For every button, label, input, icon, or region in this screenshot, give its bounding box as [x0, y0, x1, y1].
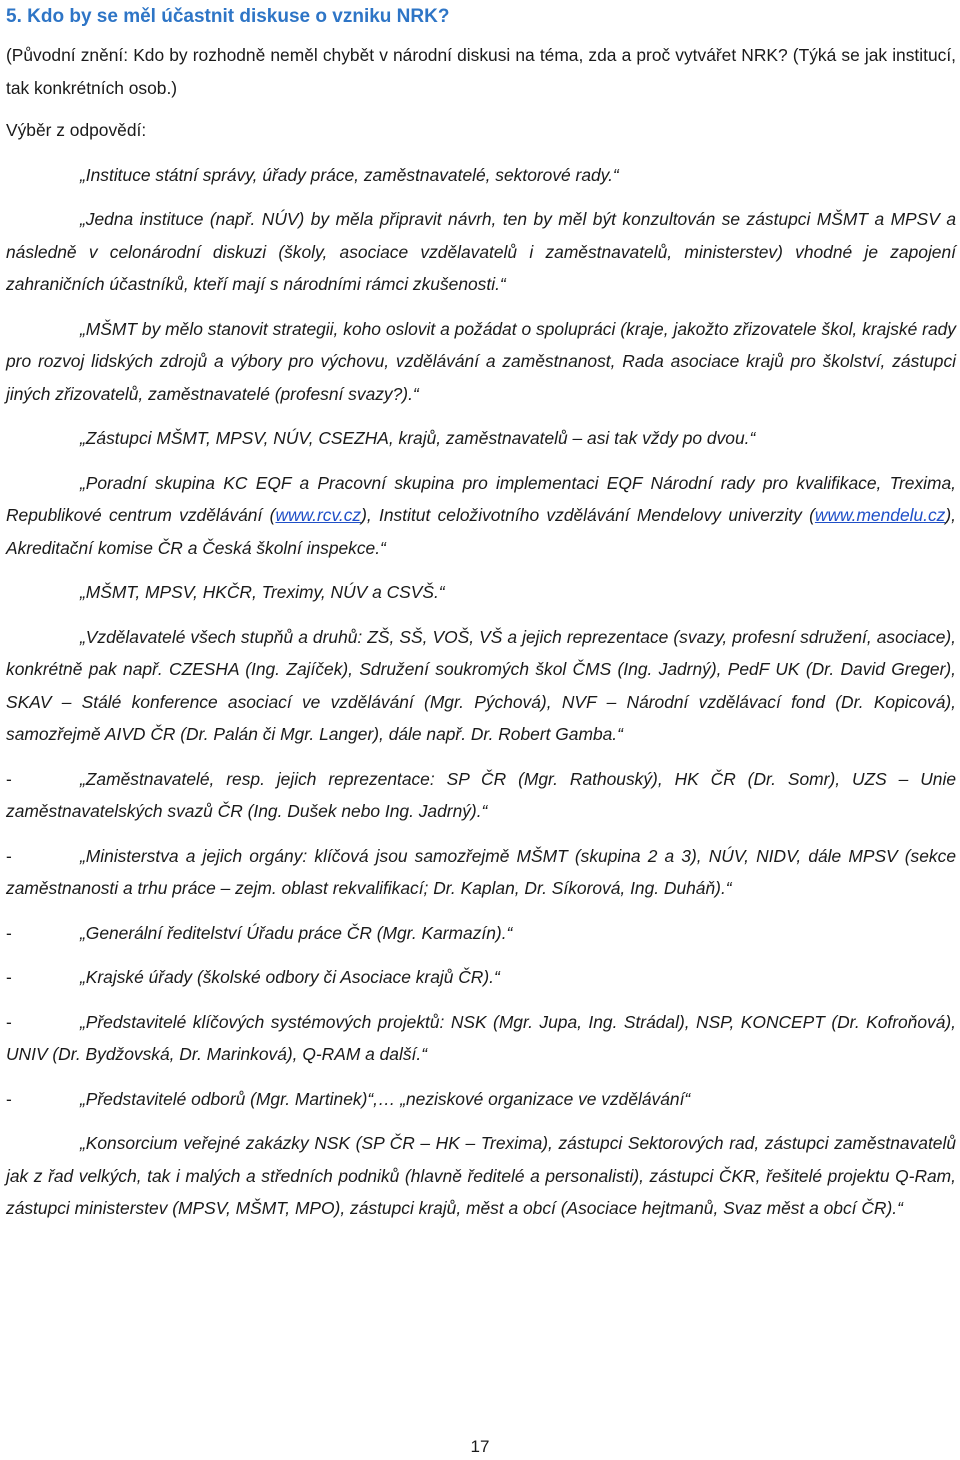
response-10 — [6, 917, 956, 950]
responses-label: Výběr z odpovědí: — [6, 120, 147, 140]
response-14: „Konsorcium veřejné zakázky NSK (SP ČR – HK – Trexima), zástupci Sektorových rad, zástupci zaměstnavatelů jak z řad velkých, tak i malých a středních podniků (hlavně ředitelé a personalisti), zástupci ČKR, řešitelé projektu Q-Ram, zástupci ministerstev (MPSV, MŠMT, MPO), zástupci krajů, měst a obcí (Asociace hejtmanů, Svaz měst a obcí ČR).“ — [6, 1133, 956, 1218]
response-10-text: „Generální ředitelství Úřadu práce ČR (Mgr. Karmazín).“ — [80, 922, 513, 943]
mendelu-link[interactable]: www.mendelu.cz — [814, 505, 946, 525]
response-5-text-a: „Poradní skupina KC EQF a Pracovní skupina pro implementaci EQF Národní rady pro kvalifikace, Trexima, Republikové centrum vzdělávání ( — [6, 472, 956, 525]
section-heading: 5. Kdo by se měl účastnit diskuse o vzniku NRK? — [6, 6, 450, 27]
response-4: „Zástupci MŠMT, MPSV, NÚV, CSEZHA, krajů, zaměstnavatelů – asi tak vždy po dvou.“ — [80, 428, 756, 448]
response-5-text-c: ), Akreditační komise ČR a Česká školní inspekce.“ — [6, 505, 956, 558]
list-dash: - — [6, 922, 12, 943]
response-3: „MŠMT by mělo stanovit strategii, koho oslovit a požádat o spolupráci (kraje, jakožto zřizovatele škol, krajské rady pro rozvoj lidských zdrojů a výbory pro výchovu, vzdělávání a zaměstnanost, Rada asociace krajů pro školství, zástupci jiných zřizovatelů, zaměstnavatelé (profesní svazy?).“ — [6, 318, 956, 404]
list-dash: - — [6, 1011, 12, 1032]
response-8-text: „Zaměstnavatelé, resp. jejich reprezentace: SP ČR (Mgr. Rathouský), HK ČR (Dr. Somr), UZS – Unie zaměstnavatelských svazů ČR (Ing. Dušek nebo Ing. Jadrný).“ — [6, 768, 956, 821]
response-8 — [6, 763, 956, 828]
response-13 — [6, 1083, 956, 1116]
rcv-link[interactable]: www.rcv.cz — [275, 505, 362, 525]
list-dash: - — [6, 768, 12, 789]
response-11-text: „Krajské úřady (školské odbory či Asociace krajů ČR).“ — [80, 967, 500, 987]
response-12-text: „Představitelé klíčových systémových projektů: NSK (Mgr. Jupa, Ing. Strádal), NSP, KONCEPT (Dr. Kofroňová), UNIV (Dr. Bydžovská, Dr. Marinková), Q-RAM a další.“ — [6, 1011, 956, 1064]
list-dash: - — [6, 845, 12, 866]
response-7: „Vzdělavatelé všech stupňů a druhů: ZŠ, SŠ, VOŠ, VŠ a jejich reprezentace (svazy, profesní sdružení, asociace), konkrétně pak např. CZESHA (Ing. Zajíček), Sdružení soukromých škol ČMS (Ing. Jadrný), PedF UK (Dr. David Greger), SKAV – Stálé konference asociací ve vzdělávání (Mgr. Pýchová), NVF – Národní vzdělávací fond (Dr. Kopicová), samozřejmě AIVD ČR (Dr. Palán či Mgr. Langer), dále např. Dr. Robert Gamba.“ — [6, 626, 956, 744]
page-number: 17 — [470, 1437, 490, 1456]
response-11 — [6, 961, 956, 994]
original-question: (Původní znění: Kdo by rozhodně neměl chybět v národní diskusi na téma, zda a proč vytvářet NRK? (Týká se jak institucí, tak konkrétních osob.) — [6, 45, 956, 98]
response-12 — [6, 1006, 956, 1071]
response-1: „Instituce státní správy, úřady práce, zaměstnavatelé, sektorové rady.“ — [80, 164, 619, 185]
response-13-text: „Představitelé odborů (Mgr. Martinek)“,… „neziskové organizace ve vzdělávání“ — [80, 1088, 691, 1109]
response-9 — [6, 840, 956, 905]
list-dash: - — [6, 1088, 12, 1109]
response-5-text-b: ), Institut celoživotního vzdělávání Mendelovy univerzity ( — [361, 505, 815, 525]
response-6: „MŠMT, MPSV, HKČR, Treximy, NÚV a CSVŠ.“ — [80, 582, 445, 602]
list-dash: - — [6, 967, 12, 987]
response-9-text: „Ministerstva a jejich orgány: klíčová jsou samozřejmě MŠMT (skupina 2 a 3), NÚV, NIDV, dále MPSV (sekce zaměstnanosti a trhu práce – zejm. oblast rekvalifikací; Dr. Kaplan, Dr. Síkorová, Ing. Duháň).“ — [6, 845, 956, 898]
response-2: „Jedna instituce (např. NÚV) by měla připravit návrh, ten by měl být konzultován se zástupci MŠMT a MPSV a následně v celonárodní diskuzi (školy, asociace vzdělavatelů i zaměstnavatelů, ministerstev) vhodné je zapojení zahraničních účastníků, kteří mají s národními rámci zkušenosti.“ — [6, 209, 956, 294]
document-page — [6, 0, 956, 1225]
response-5 — [6, 467, 956, 565]
